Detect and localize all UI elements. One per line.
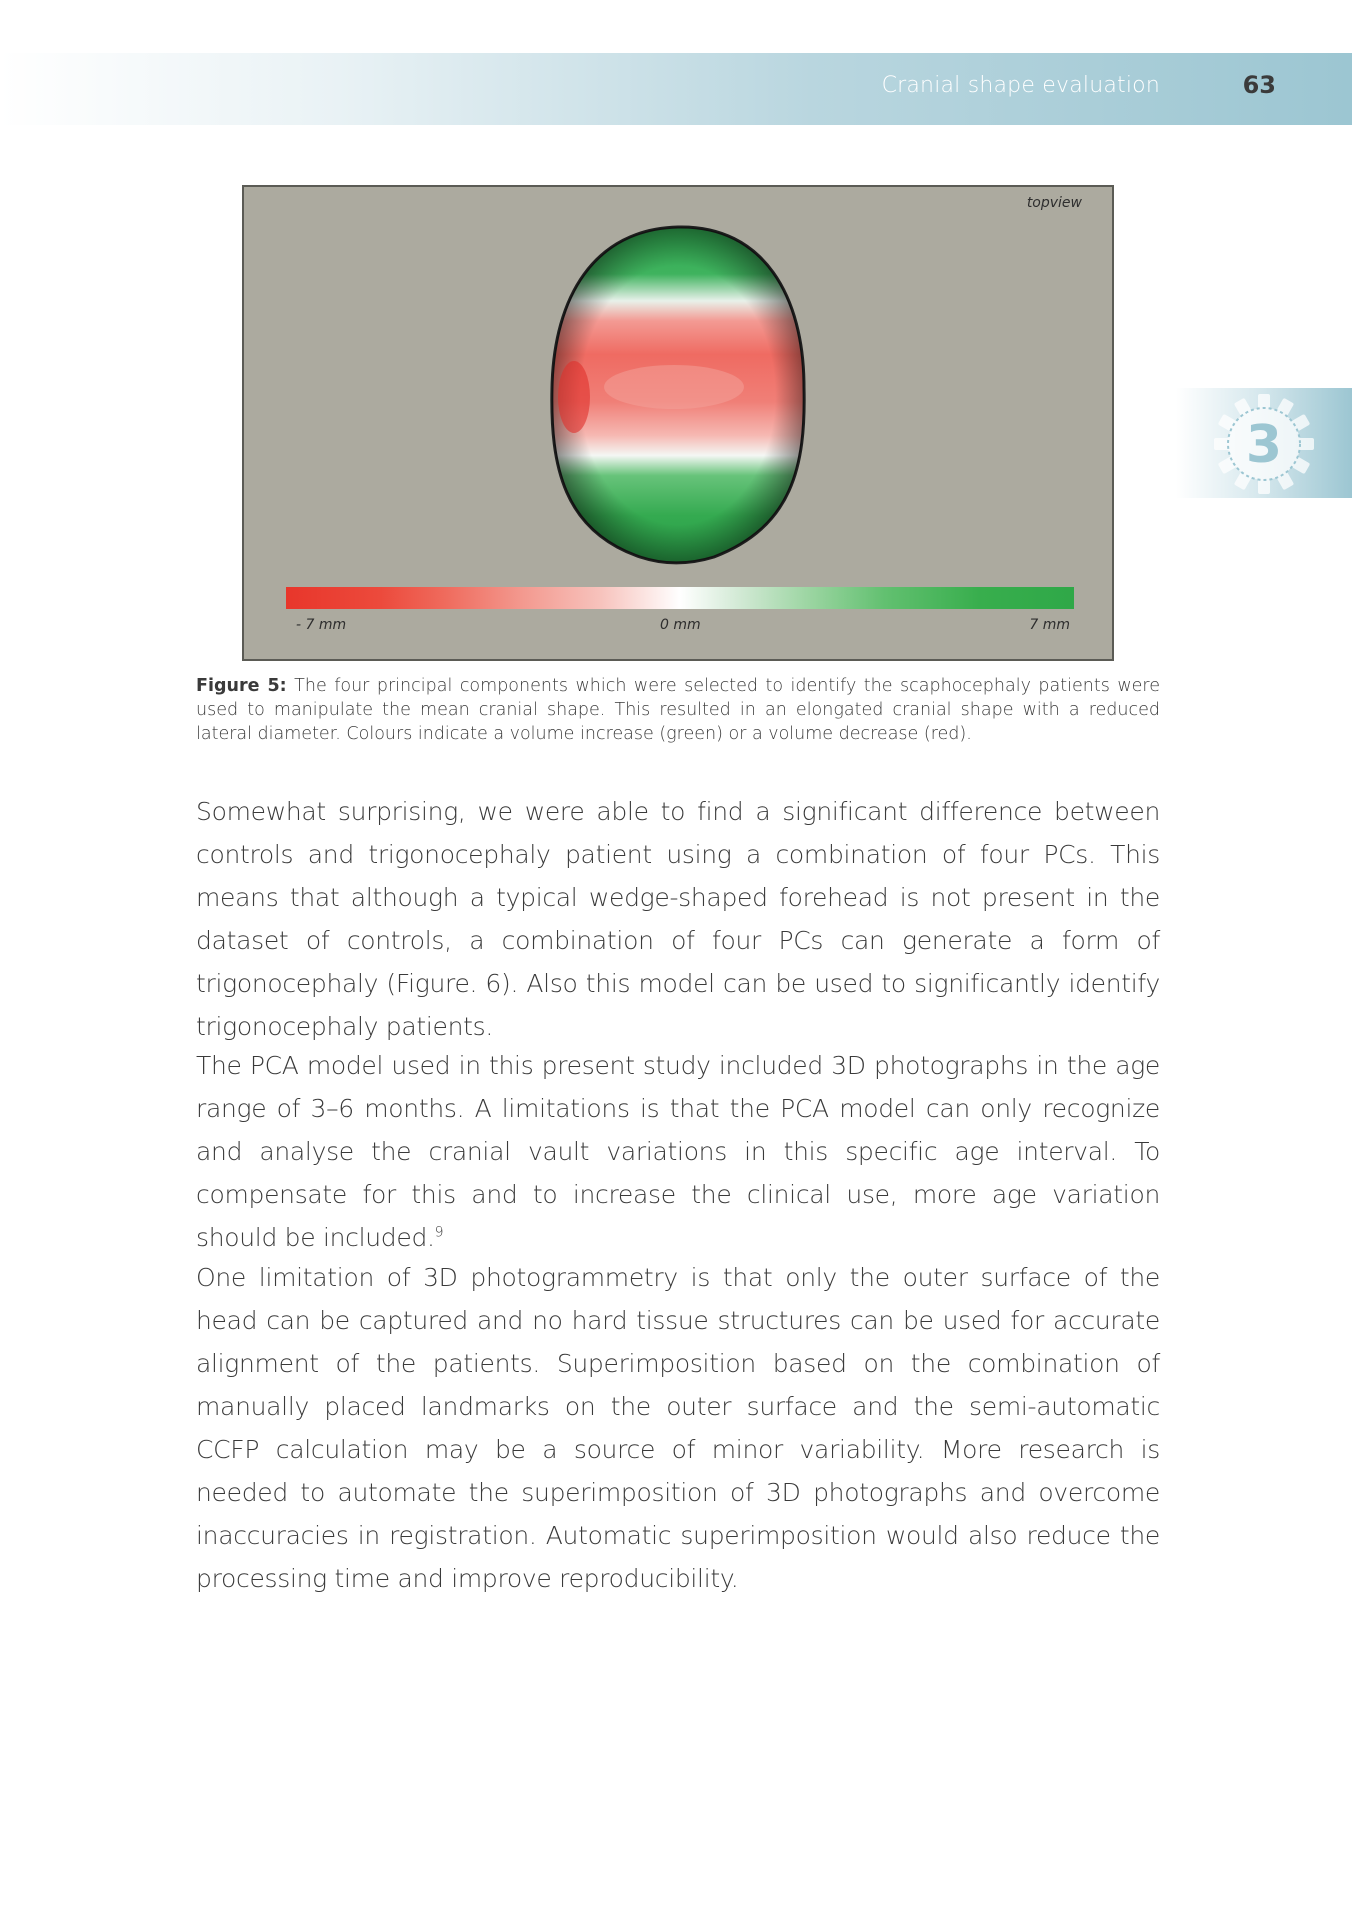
scale-min-label: - 7 mm: [296, 617, 347, 633]
scale-max-label: 7 mm: [1029, 617, 1070, 633]
figure-5: [242, 185, 1114, 661]
scale-mid-label: 0 mm: [660, 617, 701, 633]
gear-icon: [1212, 392, 1316, 496]
body-paragraph-2-text: The PCA model used in this present study included 3D photographs in the age range of 3–6 months. A limitations is that the PCA model can only recognize and analyse the cranial vault variations in this specific age interval. To compensate for this and to increase the clinical use, more age variation should be included.: [196, 1051, 1160, 1252]
caption-label: Figure 5:: [196, 676, 287, 696]
body-paragraph-3: One limitation of 3D photogrammetry is that only the outer surface of the head can be captured and no hard tissue structures can be used for accurate alignment of the patients. Superimposition based on the combination of manually placed landmarks on the outer surface and the semi-automatic CCFP calculation may be a source of minor variability. More research is needed to automate the superimposition of 3D photographs and overcome inaccuracies in registration. Automatic superimposition would also reduce the processing time and improve reproducibility.: [196, 1263, 1160, 1593]
view-label: topview: [1026, 195, 1082, 211]
running-header-title: Cranial shape evaluation: [881, 73, 1160, 98]
caption-text: The four principal components which were selected to identify the scaphocephaly patients were used to manipulate the mean cranial shape. This resulted in an elongated cranial shape with a reduced lateral diameter. Colours indicate a volume increase (green) or a volume decrease (red).: [196, 676, 1160, 744]
body-paragraph-2: [196, 1044, 1160, 1259]
light-red-region-center: [604, 365, 744, 409]
color-scale-bar: [286, 587, 1074, 609]
footnote-reference: 9: [434, 1224, 444, 1241]
red-region-left: [558, 361, 590, 433]
body-paragraph-1: Somewhat surprising, we were able to find a significant difference between controls and trigonocephaly patient using a combination of four PCs. This means that although a typical wedge-shaped forehead is not present in the dataset of controls, a combination of four PCs can generate a form of trigonocephaly (Figure. 6). Also this model can be used to significantly identify trigonocephaly patients.: [196, 797, 1160, 1041]
page-number: 63: [1242, 71, 1276, 99]
chapter-number: 3: [1245, 415, 1283, 475]
figure-caption: [196, 674, 1160, 746]
